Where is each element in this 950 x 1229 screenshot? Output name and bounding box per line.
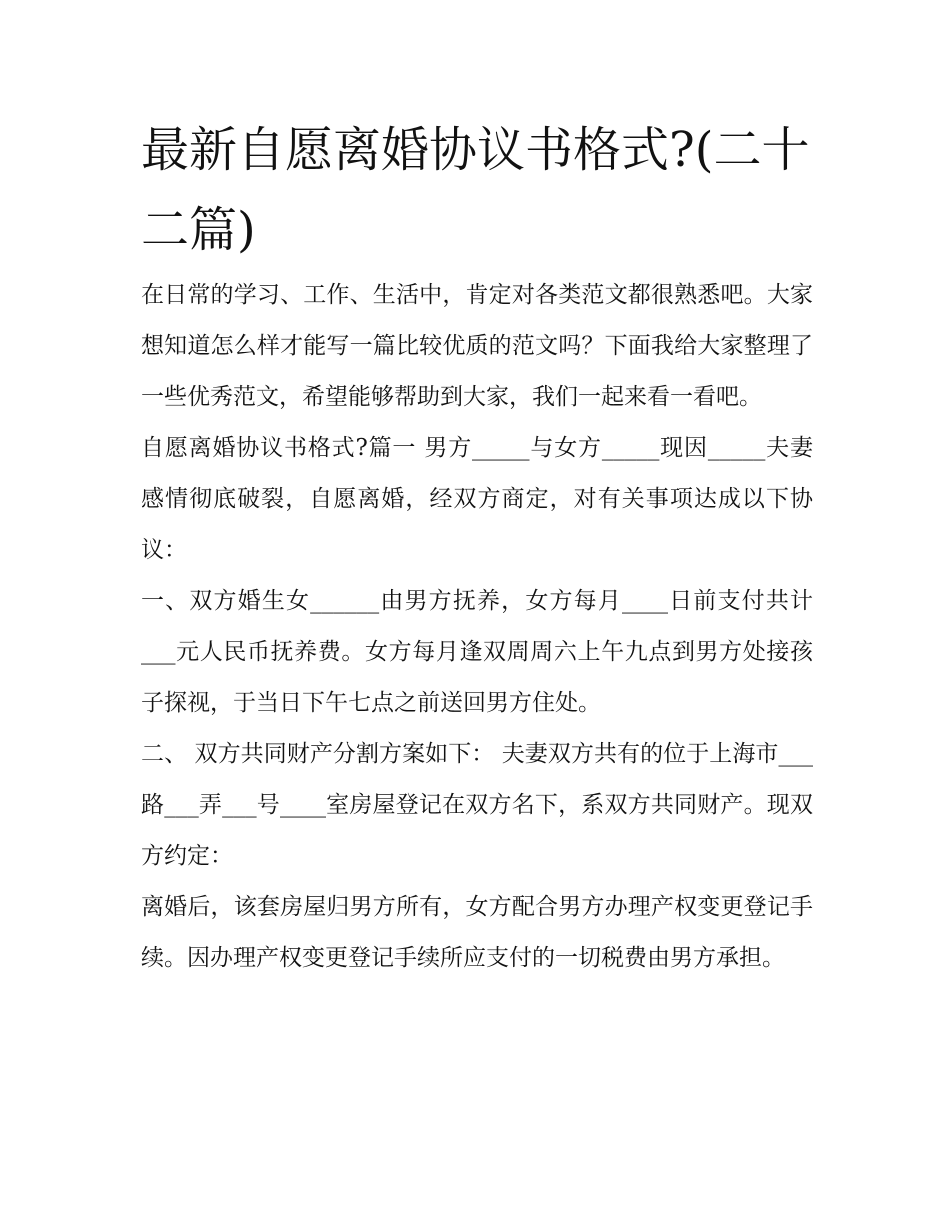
intro-paragraph: 在日常的学习、工作、生活中，肯定对各类范文都很熟悉吧。大家想知道怎么样才能写一篇比较优质的范文吗？下面我给大家整理了一些优秀范文，希望能够帮助到大家，我们一起来看一看吧。 [141, 282, 813, 410]
paragraph-house-ownership: 离婚后，该套房屋归男方所有，女方配合男方办理产权变更登记手续。因办理产权变更登记手续所应支付的一切税费由男方承担。 [141, 894, 813, 971]
paragraph-child-custody: 一、双方婚生女______由男方抚养，女方每月____日前支付共计___元人民币抚养费。女方每月逢双周周六上午九点到男方处接孩子探视，于当日下午七点之前送回男方住处。 [141, 588, 813, 716]
document-body [141, 110, 813, 984]
document-title: 最新自愿离婚协议书格式?(二十二篇) [141, 122, 810, 258]
paragraph-property-division: 二、 双方共同财产分割方案如下： 夫妻双方共有的位于上海市___路___弄___号____室房屋登记在双方名下，系双方共同财产。现双方约定： [141, 741, 813, 869]
paragraph-section-one-header: 自愿离婚协议书格式?篇一 男方_____与女方_____现因_____夫妻感情彻底破裂，自愿离婚，经双方商定，对有关事项达成以下协议： [141, 435, 813, 563]
